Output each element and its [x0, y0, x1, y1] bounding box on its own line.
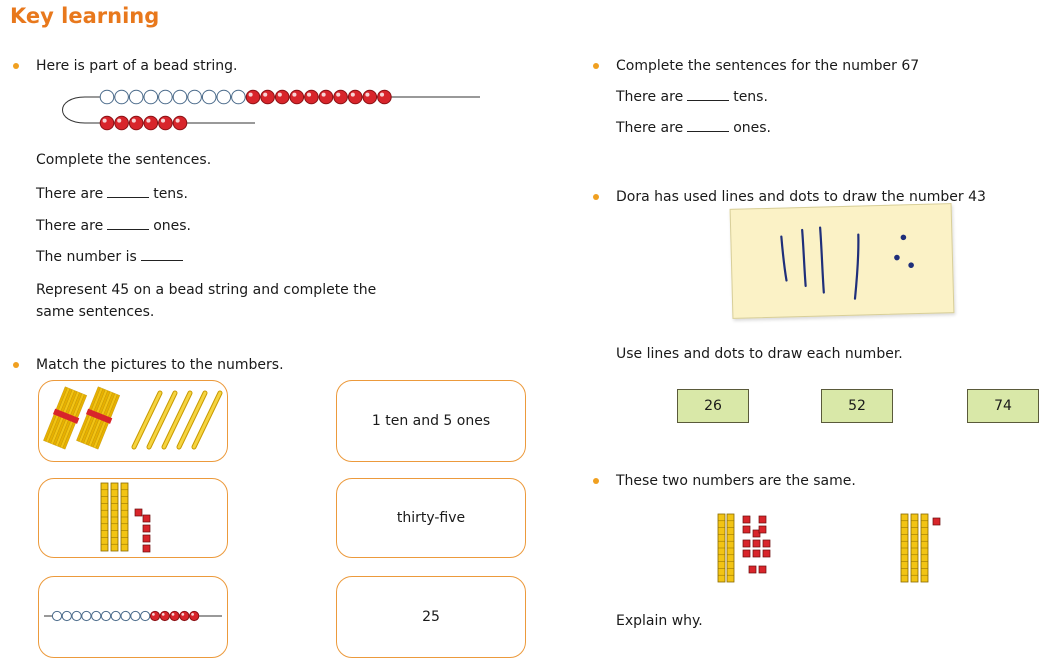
- white-bead: [217, 90, 231, 104]
- white-bead: [72, 611, 81, 620]
- q1-sentence-tens: There are tens.: [36, 186, 188, 202]
- white-bead: [188, 90, 202, 104]
- q1-sentence-ones: There are ones.: [36, 218, 191, 234]
- bullet: [593, 194, 599, 200]
- red-bead: [170, 611, 179, 620]
- one-cube: [759, 566, 766, 573]
- red-bead: [290, 90, 304, 104]
- answer-blank[interactable]: [107, 217, 149, 230]
- white-bead: [141, 611, 150, 620]
- page-title: Key learning: [10, 4, 160, 28]
- one-cube: [743, 516, 750, 523]
- base10-blocks-image: [39, 479, 225, 555]
- sticky-note-drawing: [730, 203, 955, 319]
- number-box-52: 52: [821, 389, 893, 423]
- q3-prompt: Complete the sentences for the number 67: [616, 58, 920, 74]
- number-box-26: 26: [677, 389, 749, 423]
- red-bead: [173, 116, 187, 130]
- one-cube: [743, 526, 750, 533]
- lines-and-dots-drawing: [731, 204, 954, 318]
- q2-prompt: Match the pictures to the numbers.: [36, 357, 284, 373]
- label-card-2[interactable]: [336, 478, 526, 558]
- label-text: thirty-five: [396, 510, 466, 526]
- one-cube: [753, 540, 760, 547]
- q1-instruction: Complete the sentences.: [36, 152, 212, 168]
- red-bead: [160, 611, 169, 620]
- q3-sentence-tens: There are tens.: [616, 89, 768, 105]
- white-bead: [144, 90, 158, 104]
- answer-blank[interactable]: [687, 119, 729, 132]
- one-cube: [135, 509, 142, 516]
- one-cube: [763, 540, 770, 547]
- q1-sentence-number: The number is: [36, 248, 187, 266]
- red-bead: [319, 90, 333, 104]
- one-cube: [143, 535, 150, 542]
- white-bead: [101, 611, 110, 620]
- string-loop: [63, 97, 96, 123]
- red-bead: [180, 611, 189, 620]
- white-bead: [159, 90, 173, 104]
- one-cube: [763, 550, 770, 557]
- one-cube: [743, 550, 750, 557]
- q3-sentence-ones: There are ones.: [616, 120, 771, 136]
- picture-card-beads[interactable]: [38, 576, 228, 658]
- q5-prompt: These two numbers are the same.: [616, 473, 856, 489]
- one-cube: [749, 566, 756, 573]
- one-cube: [143, 525, 150, 532]
- red-bead: [190, 611, 199, 620]
- white-bead: [131, 611, 140, 620]
- white-bead: [62, 611, 71, 620]
- red-bead: [100, 116, 114, 130]
- q1-prompt: Here is part of a bead string.: [36, 58, 238, 74]
- white-bead: [115, 90, 129, 104]
- white-bead: [82, 611, 91, 620]
- base10-model-left: [715, 508, 805, 592]
- white-bead: [121, 611, 130, 620]
- red-bead: [115, 116, 129, 130]
- white-bead: [129, 90, 143, 104]
- white-bead: [52, 611, 61, 620]
- one-cube: [759, 516, 766, 523]
- red-bead: [334, 90, 348, 104]
- base10-model-right: [897, 508, 967, 592]
- answer-blank[interactable]: [141, 248, 183, 261]
- red-bead: [261, 90, 275, 104]
- one-cube: [759, 526, 766, 533]
- red-bead: [363, 90, 377, 104]
- red-bead: [129, 116, 143, 130]
- label-text: 25: [422, 609, 440, 625]
- label-text: 1 ten and 5 ones: [371, 413, 491, 429]
- label-card-3[interactable]: [336, 576, 526, 658]
- white-bead: [173, 90, 187, 104]
- q5-question: Explain why.: [616, 613, 703, 629]
- bullet: [13, 63, 19, 69]
- one-cube: [143, 515, 150, 522]
- bullet: [593, 63, 599, 69]
- q1-extension-line1: Represent 45 on a bead string and complete the: [36, 282, 377, 298]
- bullet: [13, 362, 19, 368]
- q4-prompt: Dora has used lines and dots to draw the number 43: [616, 189, 986, 205]
- number-box-74: 74: [967, 389, 1039, 423]
- straw-bundles-image: [39, 381, 225, 459]
- q1-extension-line2: same sentences.: [36, 304, 155, 320]
- red-bead: [246, 90, 260, 104]
- red-bead: [144, 116, 158, 130]
- red-bead: [305, 90, 319, 104]
- red-bead: [348, 90, 362, 104]
- white-bead: [92, 611, 101, 620]
- white-bead: [100, 90, 114, 104]
- picture-card-straws[interactable]: [38, 380, 228, 462]
- one-cube: [933, 518, 940, 525]
- white-bead: [111, 611, 120, 620]
- white-bead: [202, 90, 216, 104]
- one-cube: [743, 540, 750, 547]
- one-cube: [753, 550, 760, 557]
- picture-card-base10[interactable]: [38, 478, 228, 558]
- bead-string-45: [55, 83, 485, 133]
- red-bead: [275, 90, 289, 104]
- bead-string-image: [39, 577, 225, 655]
- red-bead: [159, 116, 173, 130]
- red-bead: [378, 90, 392, 104]
- red-bead: [150, 611, 159, 620]
- one-cube: [143, 545, 150, 552]
- answer-blank[interactable]: [107, 185, 149, 198]
- answer-blank[interactable]: [687, 88, 729, 101]
- white-bead: [232, 90, 246, 104]
- q4-instruction: Use lines and dots to draw each number.: [616, 346, 903, 362]
- bullet: [593, 478, 599, 484]
- label-card-1[interactable]: [336, 380, 526, 462]
